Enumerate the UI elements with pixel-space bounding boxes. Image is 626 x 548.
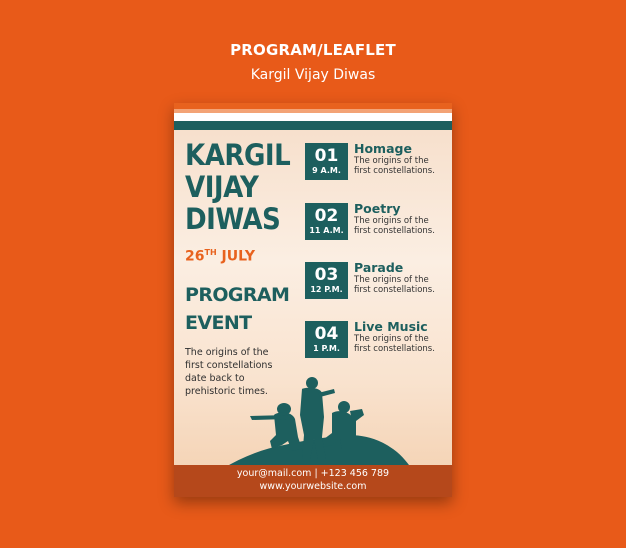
schedule-time: 9 A.M. xyxy=(312,166,341,175)
schedule-description-line: first constellations. xyxy=(354,226,435,236)
schedule-item xyxy=(305,262,452,302)
schedule-time: 11 A.M. xyxy=(309,226,344,235)
program-title xyxy=(185,281,289,337)
schedule-number-badge xyxy=(305,203,348,240)
schedule-number: 02 xyxy=(314,206,339,226)
date-month: JULY xyxy=(221,248,255,265)
event-title xyxy=(185,139,290,235)
schedule-item xyxy=(305,143,452,183)
date-day: 26 xyxy=(185,248,205,265)
event-title-line-1: KARGIL xyxy=(185,138,291,172)
schedule-number-badge xyxy=(305,143,348,180)
schedule-description-line: The origins of the xyxy=(354,275,429,285)
schedule-name: Live Music xyxy=(354,319,428,334)
schedule-description-line: The origins of the xyxy=(354,216,429,226)
schedule-number-badge xyxy=(305,321,348,358)
contact-footer xyxy=(174,465,452,497)
schedule-name: Parade xyxy=(354,260,404,275)
schedule-number: 03 xyxy=(314,265,339,285)
schedule-description xyxy=(354,156,452,176)
schedule-description-line: first constellations. xyxy=(354,344,435,354)
schedule-description-line: The origins of the xyxy=(354,156,429,166)
schedule-time: 12 P.M. xyxy=(310,285,343,294)
schedule-number: 04 xyxy=(314,324,339,344)
schedule-time: 1 P.M. xyxy=(313,344,340,353)
schedule-name: Poetry xyxy=(354,201,401,216)
event-date xyxy=(185,248,255,265)
contact-info: your@mail.com | +123 456 789 xyxy=(236,468,390,479)
soldiers-silhouette-icon xyxy=(222,375,412,469)
date-suffix: TH xyxy=(204,248,217,257)
schedule-description-line: first constellations. xyxy=(354,285,435,295)
page-title: PROGRAM/LEAFLET xyxy=(230,41,396,59)
event-title-line-2: VIJAY xyxy=(185,170,259,204)
schedule-item xyxy=(305,321,452,361)
event-title-line-3: DIWAS xyxy=(185,202,281,236)
stripe-teal xyxy=(174,121,452,130)
website-url: www.yourwebsite.com xyxy=(259,481,367,492)
program-title-line-1: PROGRAM xyxy=(185,284,290,306)
schedule-description xyxy=(354,275,452,295)
schedule-name: Homage xyxy=(354,141,412,156)
program-title-line-2: EVENT xyxy=(185,312,252,334)
schedule-number-badge xyxy=(305,262,348,299)
stripe-white xyxy=(174,113,452,121)
leaflet-card xyxy=(174,103,452,497)
schedule-item xyxy=(305,203,452,243)
schedule-description xyxy=(354,216,452,236)
schedule-description xyxy=(354,334,452,354)
schedule-number: 01 xyxy=(314,146,339,166)
event-description: The origins of the first constellations date back to prehistoric times. xyxy=(185,347,273,397)
schedule-description-line: The origins of the xyxy=(354,334,429,344)
schedule-description-line: first constellations. xyxy=(354,166,435,176)
page-subtitle: Kargil Vijay Diwas xyxy=(250,67,376,83)
